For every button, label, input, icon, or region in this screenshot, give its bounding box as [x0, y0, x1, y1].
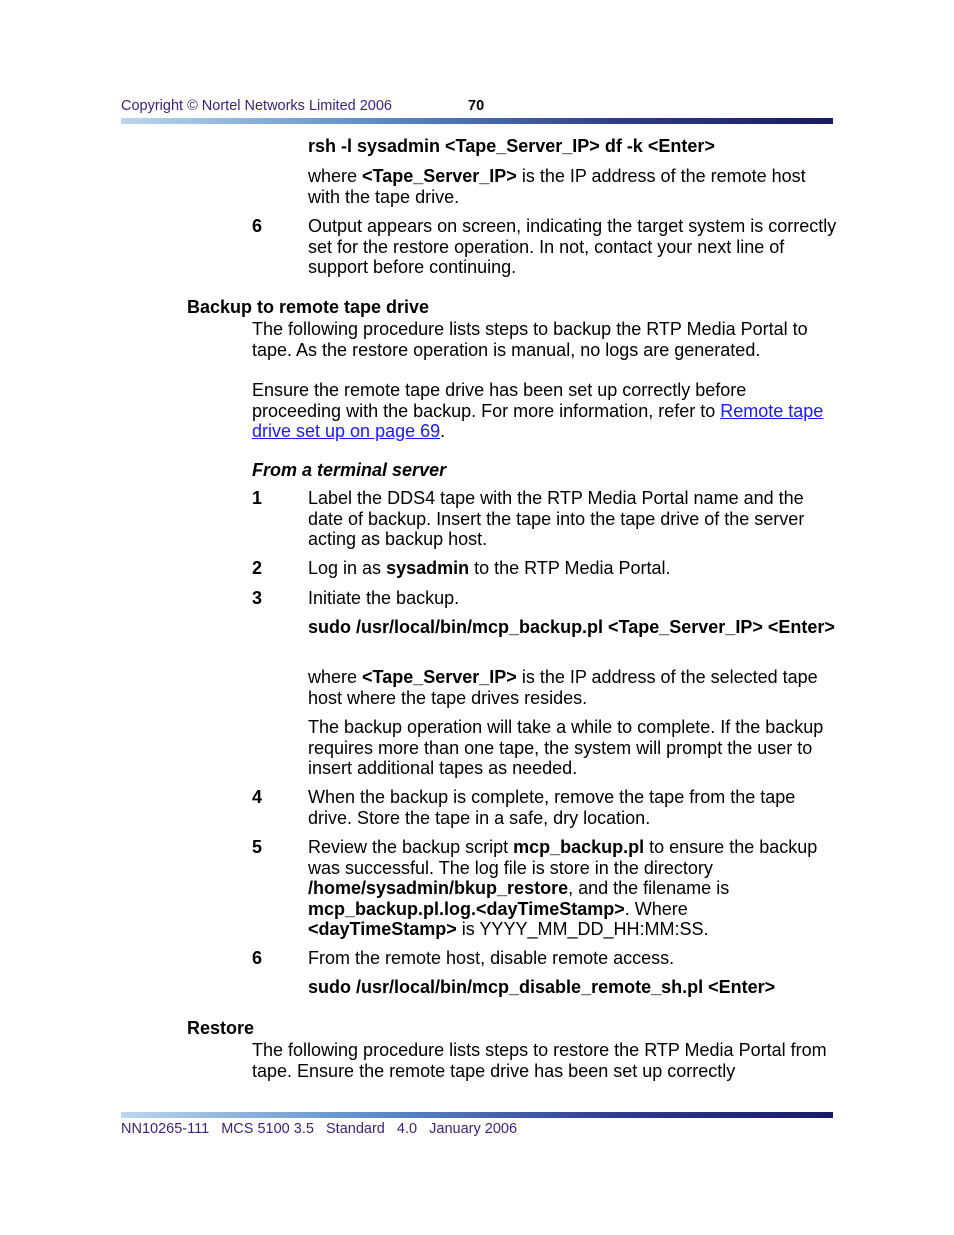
- subheading-terminal-server: From a terminal server: [252, 460, 447, 480]
- page-number: 70: [468, 98, 485, 114]
- step-number: 4: [252, 787, 263, 807]
- rsh-where-text: where <Tape_Server_IP> is the IP address of the remote host with the tape drive.: [308, 166, 806, 207]
- backup-command: sudo /usr/local/bin/mcp_backup.pl <Tape_Server_IP> <Enter>: [308, 617, 835, 637]
- step-text: Review the backup script mcp_backup.pl to ensure the backup was successful. The log file is store in the directory /home/sysadmin/bkup_restore, and the filename is mcp_backup.pl.log.<dayTimeStamp>. Where <dayTimeStamp> is YYYY_MM_DD_HH:MM:SS.: [308, 837, 818, 939]
- backup-intro: The following procedure lists steps to backup the RTP Media Portal to tape. As the restore operation is manual, no logs are generated.: [252, 319, 808, 360]
- step-text: Log in as sysadmin to the RTP Media Portal.: [308, 558, 671, 578]
- footer-rule: [121, 1112, 833, 1118]
- restore-intro: The following procedure lists steps to restore the RTP Media Portal from tape. Ensure the remote tape drive has been set up correctly: [252, 1040, 827, 1081]
- step-text: Output appears on screen, indicating the target system is correctly set for the restore operation. In not, contact your next line of support before continuing.: [308, 216, 837, 277]
- step-number: 5: [252, 837, 263, 857]
- backup-where-text: where <Tape_Server_IP> is the IP address of the selected tape host where the tape drives resides.: [308, 667, 818, 708]
- step-text: Label the DDS4 tape with the RTP Media Portal name and the date of backup. Insert the tape into the tape drive of the server acting as backup host.: [308, 488, 805, 549]
- section-heading-restore: Restore: [187, 1018, 255, 1038]
- remote-tape-link[interactable]: Remote tape drive set up on page 69: [252, 400, 824, 441]
- step-number: 2: [252, 558, 263, 578]
- step-number: 6: [252, 216, 263, 236]
- step-text: Initiate the backup.: [308, 588, 460, 608]
- step-number: 1: [252, 488, 263, 508]
- header-rule: [121, 118, 833, 124]
- backup-ensure-text: Ensure the remote tape drive has been set up correctly before proceeding with the backup. For more information, refer to Remote tape drive set up on page 69.: [252, 380, 824, 441]
- step-number: 6: [252, 948, 263, 968]
- copyright-text: Copyright © Nortel Networks Limited 2006: [121, 98, 392, 114]
- backup-note: The backup operation will take a while to complete. If the backup requires more than one tape, the system will prompt the user to insert additional tapes as needed.: [308, 717, 824, 778]
- step-text: When the backup is complete, remove the tape from the tape drive. Store the tape in a safe, dry location.: [308, 787, 796, 828]
- page-footer: NN10265-111 MCS 5100 3.5 Standard 4.0 January 2006: [121, 1121, 518, 1137]
- rsh-command: rsh -l sysadmin <Tape_Server_IP> df -k <Enter>: [308, 136, 715, 156]
- disable-command: sudo /usr/local/bin/mcp_disable_remote_sh.pl <Enter>: [308, 977, 776, 997]
- step-text: From the remote host, disable remote access.: [308, 948, 675, 968]
- page-header: [121, 98, 485, 114]
- section-heading-backup: Backup to remote tape drive: [187, 297, 430, 317]
- step-number: 3: [252, 588, 263, 608]
